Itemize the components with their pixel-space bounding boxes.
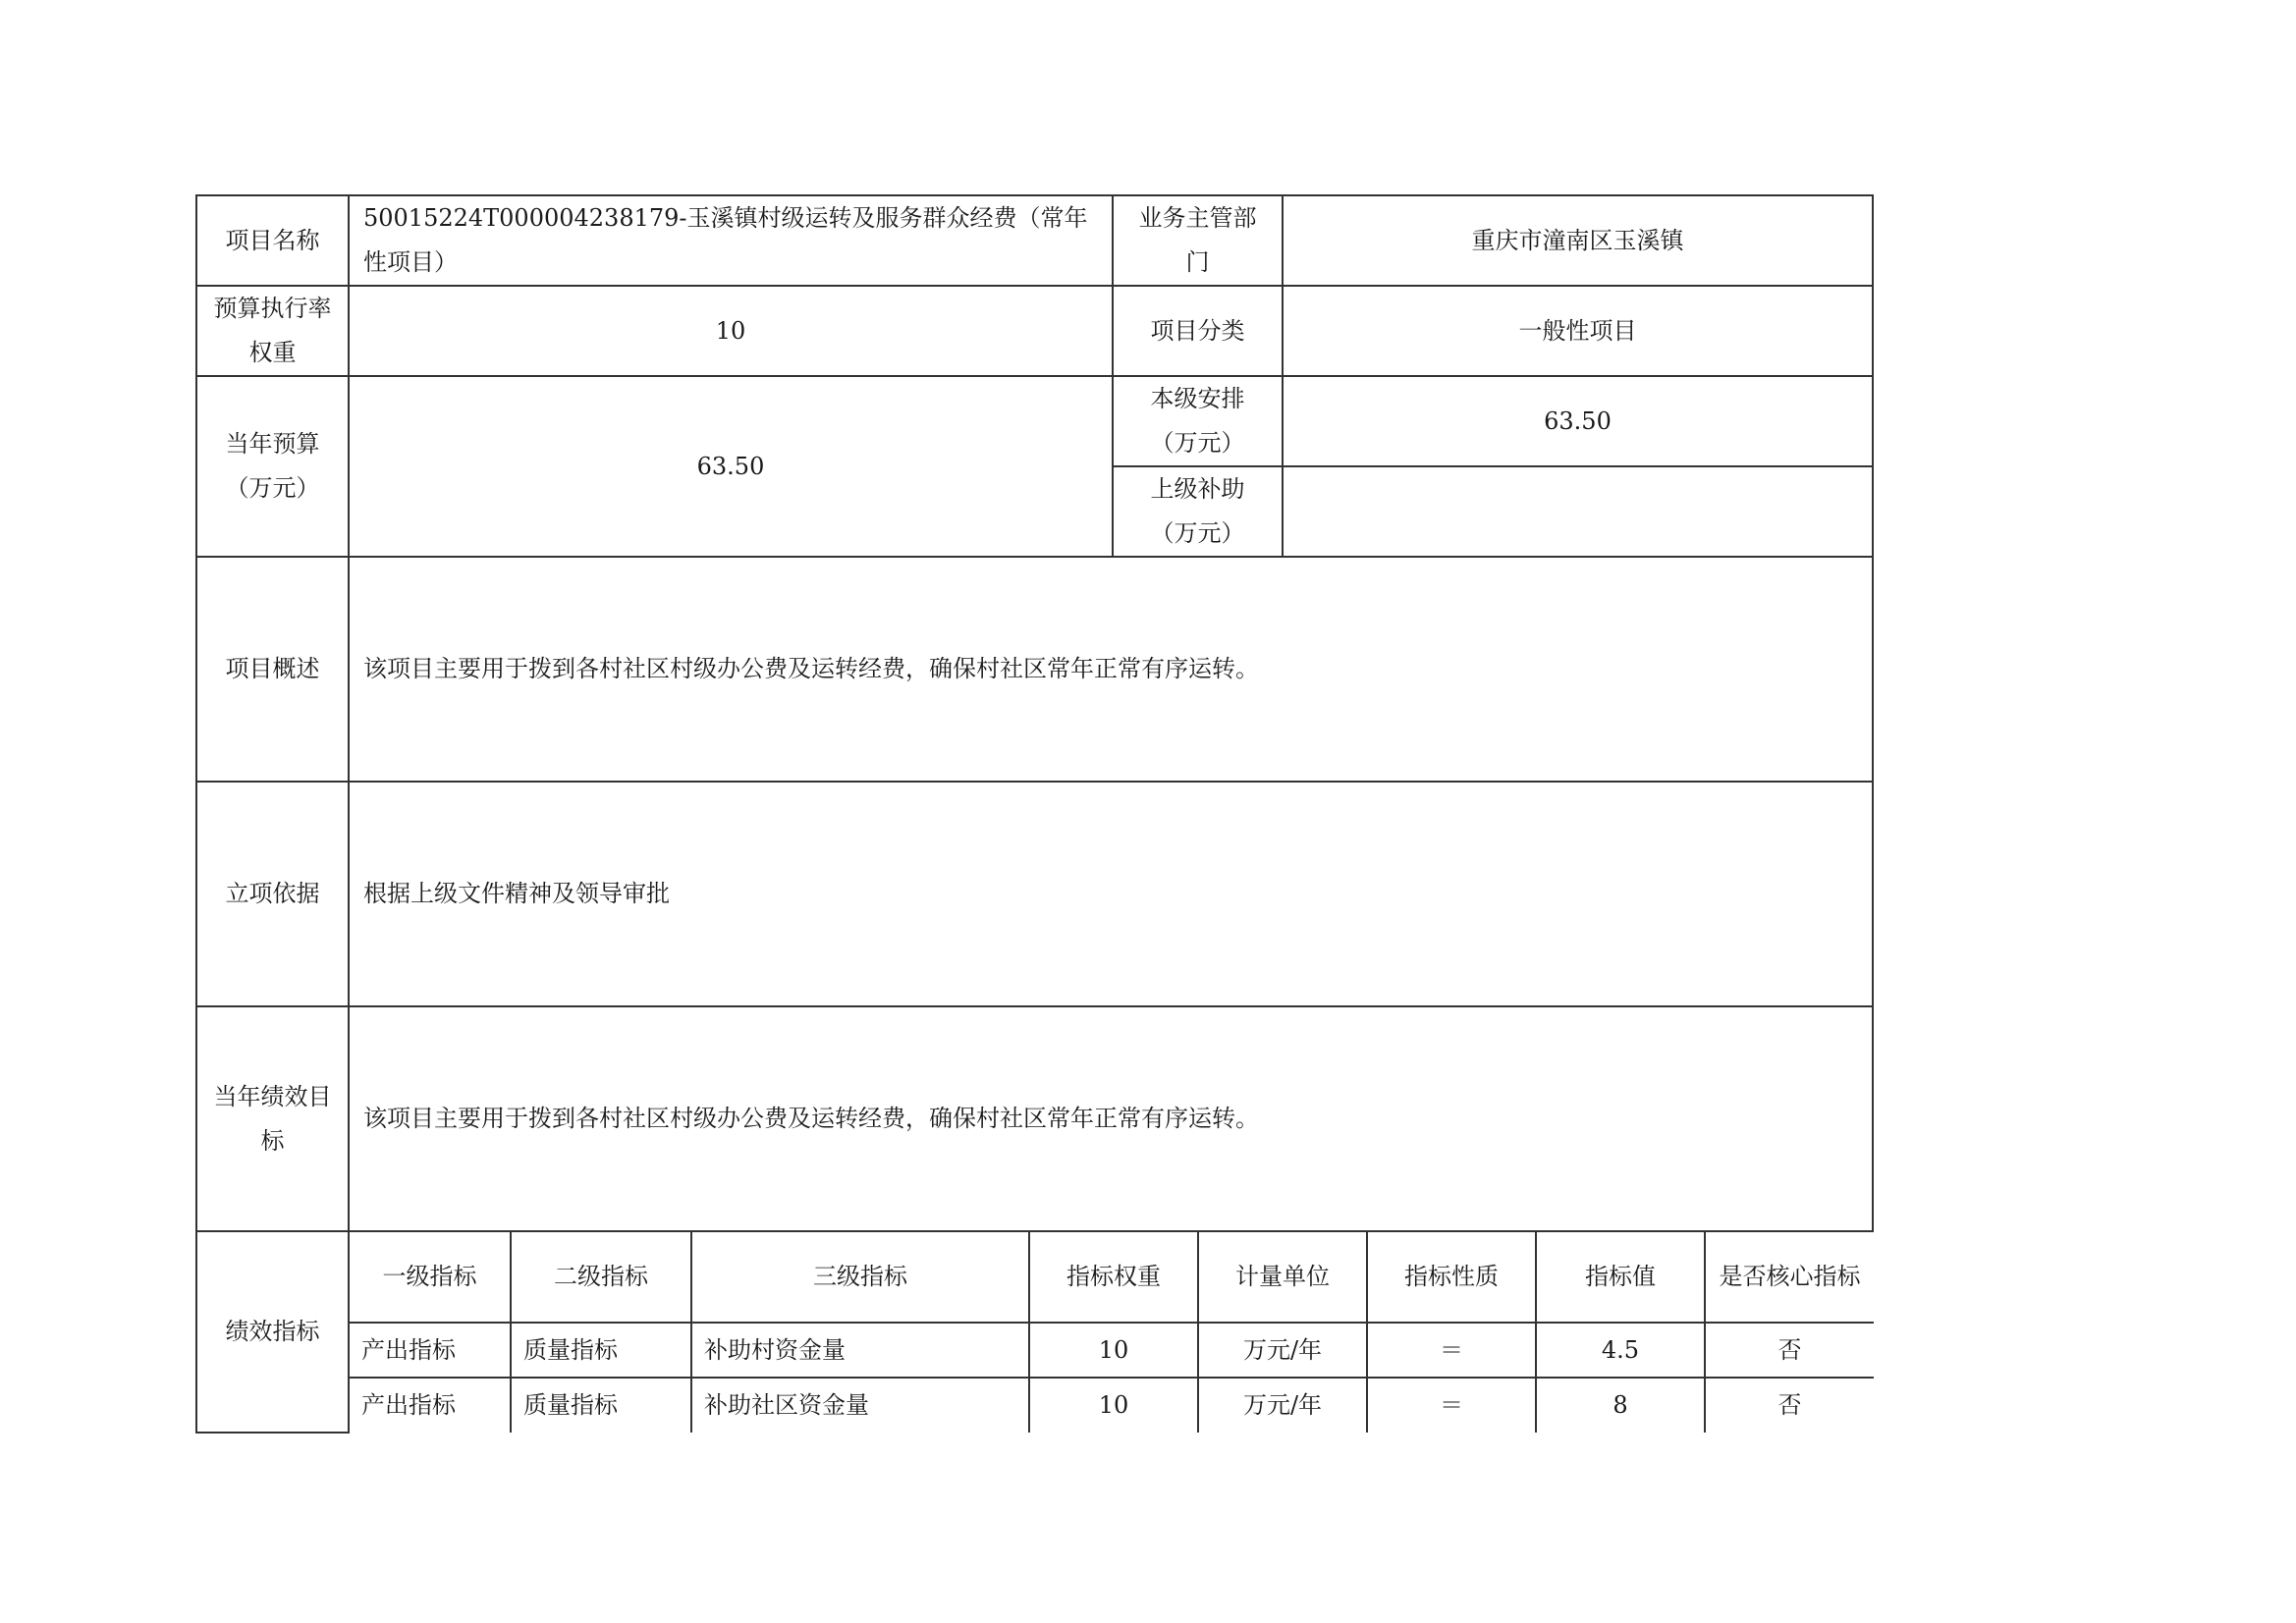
header-level2: 二级指标 [511,1232,691,1323]
cell-level3: 补助社区资金量 [691,1378,1029,1433]
cell-level1: 产出指标 [350,1378,511,1433]
row-budget [196,376,1873,466]
cell-level2: 质量指标 [511,1323,691,1378]
category-value: 一般性项目 [1283,286,1873,376]
row-project-name [196,195,1873,286]
header-core: 是否核心指标 [1705,1232,1874,1323]
dept-value: 重庆市潼南区玉溪镇 [1283,195,1873,286]
overview-value: 该项目主要用于拨到各村社区村级办公费及运转经费，确保村社区常年正常有序运转。 [349,557,1873,782]
basis-label: 立项依据 [196,782,349,1006]
header-value: 指标值 [1536,1232,1705,1323]
cell-unit: 万元/年 [1198,1378,1367,1433]
exec-weight-label: 预算执行率权重 [196,286,349,376]
budget-label: 当年预算（万元） [196,376,349,557]
dept-label: 业务主管部门 [1113,195,1283,286]
header-unit: 计量单位 [1198,1232,1367,1323]
cell-weight: 10 [1029,1378,1198,1433]
cell-nature: ＝ [1367,1323,1536,1378]
cell-value: 8 [1536,1378,1705,1433]
cell-nature: ＝ [1367,1378,1536,1433]
row-indicators [196,1231,1873,1433]
cell-core: 否 [1705,1323,1874,1378]
indicators-table [350,1232,1874,1433]
table-row [350,1323,1874,1378]
overview-label: 项目概述 [196,557,349,782]
budget-value: 63.50 [349,376,1113,557]
category-label: 项目分类 [1113,286,1283,376]
project-name-value: 50015224T000004238179-玉溪镇村级运转及服务群众经费（常年性项目） [349,195,1113,286]
cell-weight: 10 [1029,1323,1198,1378]
header-nature: 指标性质 [1367,1232,1536,1323]
cell-level1: 产出指标 [350,1323,511,1378]
basis-value: 根据上级文件精神及领导审批 [349,782,1873,1006]
table-row [350,1378,1874,1433]
row-exec-weight [196,286,1873,376]
upper-label: 上级补助（万元） [1113,466,1283,557]
goal-label: 当年绩效目标 [196,1006,349,1231]
indicators-header-row [350,1232,1874,1323]
header-level3: 三级指标 [691,1232,1029,1323]
row-basis [196,782,1873,1006]
header-weight: 指标权重 [1029,1232,1198,1323]
header-level1: 一级指标 [350,1232,511,1323]
cell-unit: 万元/年 [1198,1323,1367,1378]
goal-value: 该项目主要用于拨到各村社区村级办公费及运转经费，确保村社区常年正常有序运转。 [349,1006,1873,1231]
project-performance-sheet [195,194,1872,1434]
cell-value: 4.5 [1536,1323,1705,1378]
cell-level3: 补助村资金量 [691,1323,1029,1378]
exec-weight-value: 10 [349,286,1113,376]
cell-core: 否 [1705,1378,1874,1433]
row-overview [196,557,1873,782]
indicators-label: 绩效指标 [196,1231,349,1433]
upper-value [1283,466,1873,557]
row-goal [196,1006,1873,1231]
project-name-label: 项目名称 [196,195,349,286]
project-table [195,194,1874,1434]
indicators-cell [349,1231,1873,1433]
local-label: 本级安排（万元） [1113,376,1283,466]
local-value: 63.50 [1283,376,1873,466]
cell-level2: 质量指标 [511,1378,691,1433]
